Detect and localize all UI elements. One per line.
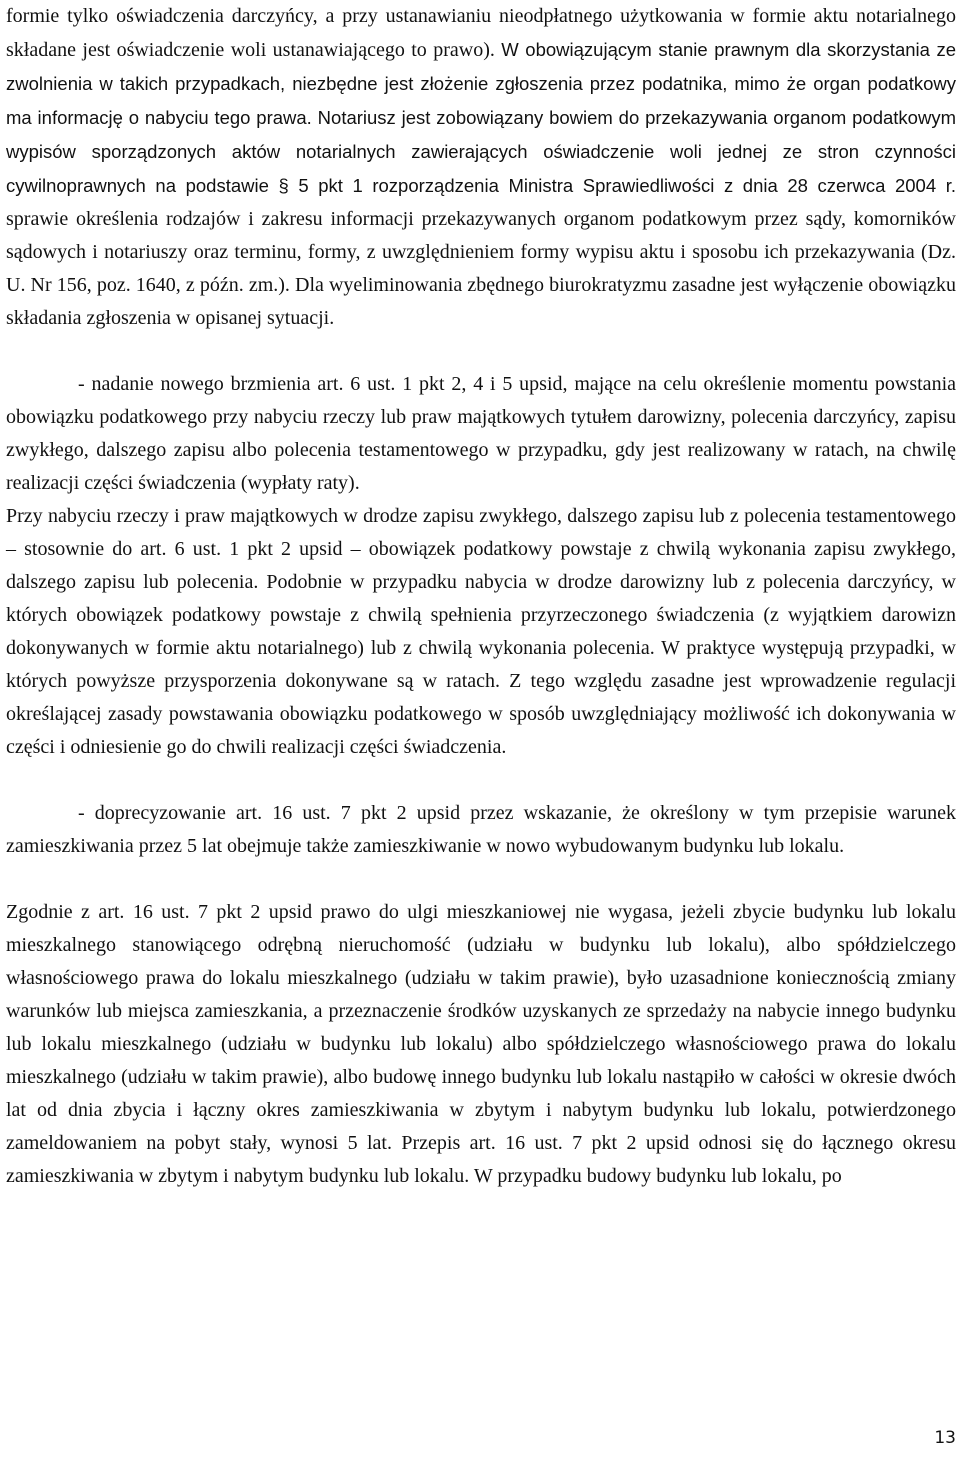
paragraph-sans-segment: W obowiązującym stanie prawnym dla skorzystania ze zwolnienia w takich przypadkach, niezbędne jest złożenie zgłoszenia przez podatnika, mimo że organ podatkowy ma informację o nabyciu tego prawa. Notariusz jest zobowiązany bowiem do przekazywania organom podatkowym wypisów sporządzonych aktów notarialnych zawierających oświadczenie woli jednej ze stron czynności cywilnoprawnych na podstawie § 5 pkt 1 rozporządzenia Ministra Sprawiedliwości z dnia 28 czerwca 2004 r. (6, 39, 957, 196)
page-number: 13 (934, 1428, 956, 1448)
document-page (6, 0, 956, 1193)
paragraph-line-2: w formie aktu notarialnego składane jest oświadczenie woli ustanawiającego to prawo). (6, 5, 956, 61)
paragraph-art-16-clarification: - doprecyzowanie art. 16 ust. 7 pkt 2 upsid przez wskazanie, że określony w tym przepisie warunek zamieszkiwania przez 5 lat obejmuje także zamieszkiwanie w nowo wybudowanym budynku lub lokalu. (6, 802, 956, 857)
paragraph-art-6-amendment: - nadanie nowego brzmienia art. 6 ust. 1 pkt 2, 4 i 5 upsid, mające na celu określenie momentu powstania obowiązku podatkowego przy nabyciu rzeczy lub praw majątkowych tytułem darowizny, polecenia darczyńcy, zapisu zwykłego, dalszego zapisu albo polecenia testamentowego w przypadku, gdy jest realizowany w ratach, na chwilę realizacji części świadczenia (wypłaty raty). (6, 373, 956, 494)
paragraph-line-1: formie tylko oświadczenia darczyńcy, a przy ustanawianiu nieodpłatnego użytkowania (6, 5, 723, 27)
paragraph-continuation (6, 0, 956, 335)
paragraph-housing-relief: Zgodnie z art. 16 ust. 7 pkt 2 upsid prawo do ulgi mieszkaniowej nie wygasa, jeżeli zbycie budynku lub lokalu mieszkalnego stanowiącego odrębną nieruchomość (udziału w budynku lub lokalu), albo spółdzielczego własnościowego prawa do lokalu mieszkalnego (udziału w takim prawie), było uzasadnione koniecznością zmiany warunków lub miejsca zamieszkania, a przeznaczenie środków uzyskanych ze sprzedaży na nabycie innego budynku lub lokalu mieszkalnego (udziału w budynku lub lokalu) albo spółdzielczego własnościowego prawa do lokalu mieszkalnego (udziału w takim prawie), albo budowę innego budynku lub lokalu nastąpiło w całości w okresie dwóch lat od dnia zbycia i łączny okres zamieszkiwania w zbytym i nabytym budynku lub lokalu, potwierdzonego zameldowaniem na pobyt stały, wynosi 5 lat. Przepis art. 16 ust. 7 pkt 2 upsid odnosi się do łącznego okresu zamieszkiwania w zbytym i nabytym budynku lub lokalu. W przypadku budowy budynku lub lokalu, po (6, 901, 956, 1187)
paragraph-testamentary-obligation: Przy nabyciu rzeczy i praw majątkowych w drodze zapisu zwykłego, dalszego zapisu lub z polecenia testamentowego – stosownie do art. 6 ust. 1 pkt 2 upsid – obowiązek podatkowy powstaje z chwilą wykonania zapisu zwykłego, dalszego zapisu lub polecenia. Podobnie w przypadku nabycia w drodze darowizny lub z polecenia darczyńcy, w których obowiązek podatkowy powstaje z chwilą spełnienia przyrzeczonego świadczenia (z wyjątkiem darowizn dokonywanych w formie aktu notarialnego) lub z chwilą wykonania polecenia. W praktyce występują przypadki, w których powyższe przysporzenia dokonywane są w ratach. Z tego względu zasadne jest wprowadzenie regulacji określającej zasady powstawania obowiązku podatkowego w sposób uwzględniający możliwość ich dokonywania w części i odniesienie go do chwili realizacji części świadczenia. (6, 505, 956, 758)
paragraph-serif-segment: sprawie określenia rodzajów i zakresu informacji przekazywanych organom podatkowym przez sądy, komorników sądowych i notariuszy oraz terminu, formy, z uwzględnieniem formy wypisu aktu i sposobu ich przekazywania (Dz. U. Nr 156, poz. 1640, z późn. zm.). Dla wyeliminowania zbędnego biurokratyzmu zasadne jest wyłączenie obowiązku składania zgłoszenia w opisanej sytuacji. (6, 208, 956, 329)
